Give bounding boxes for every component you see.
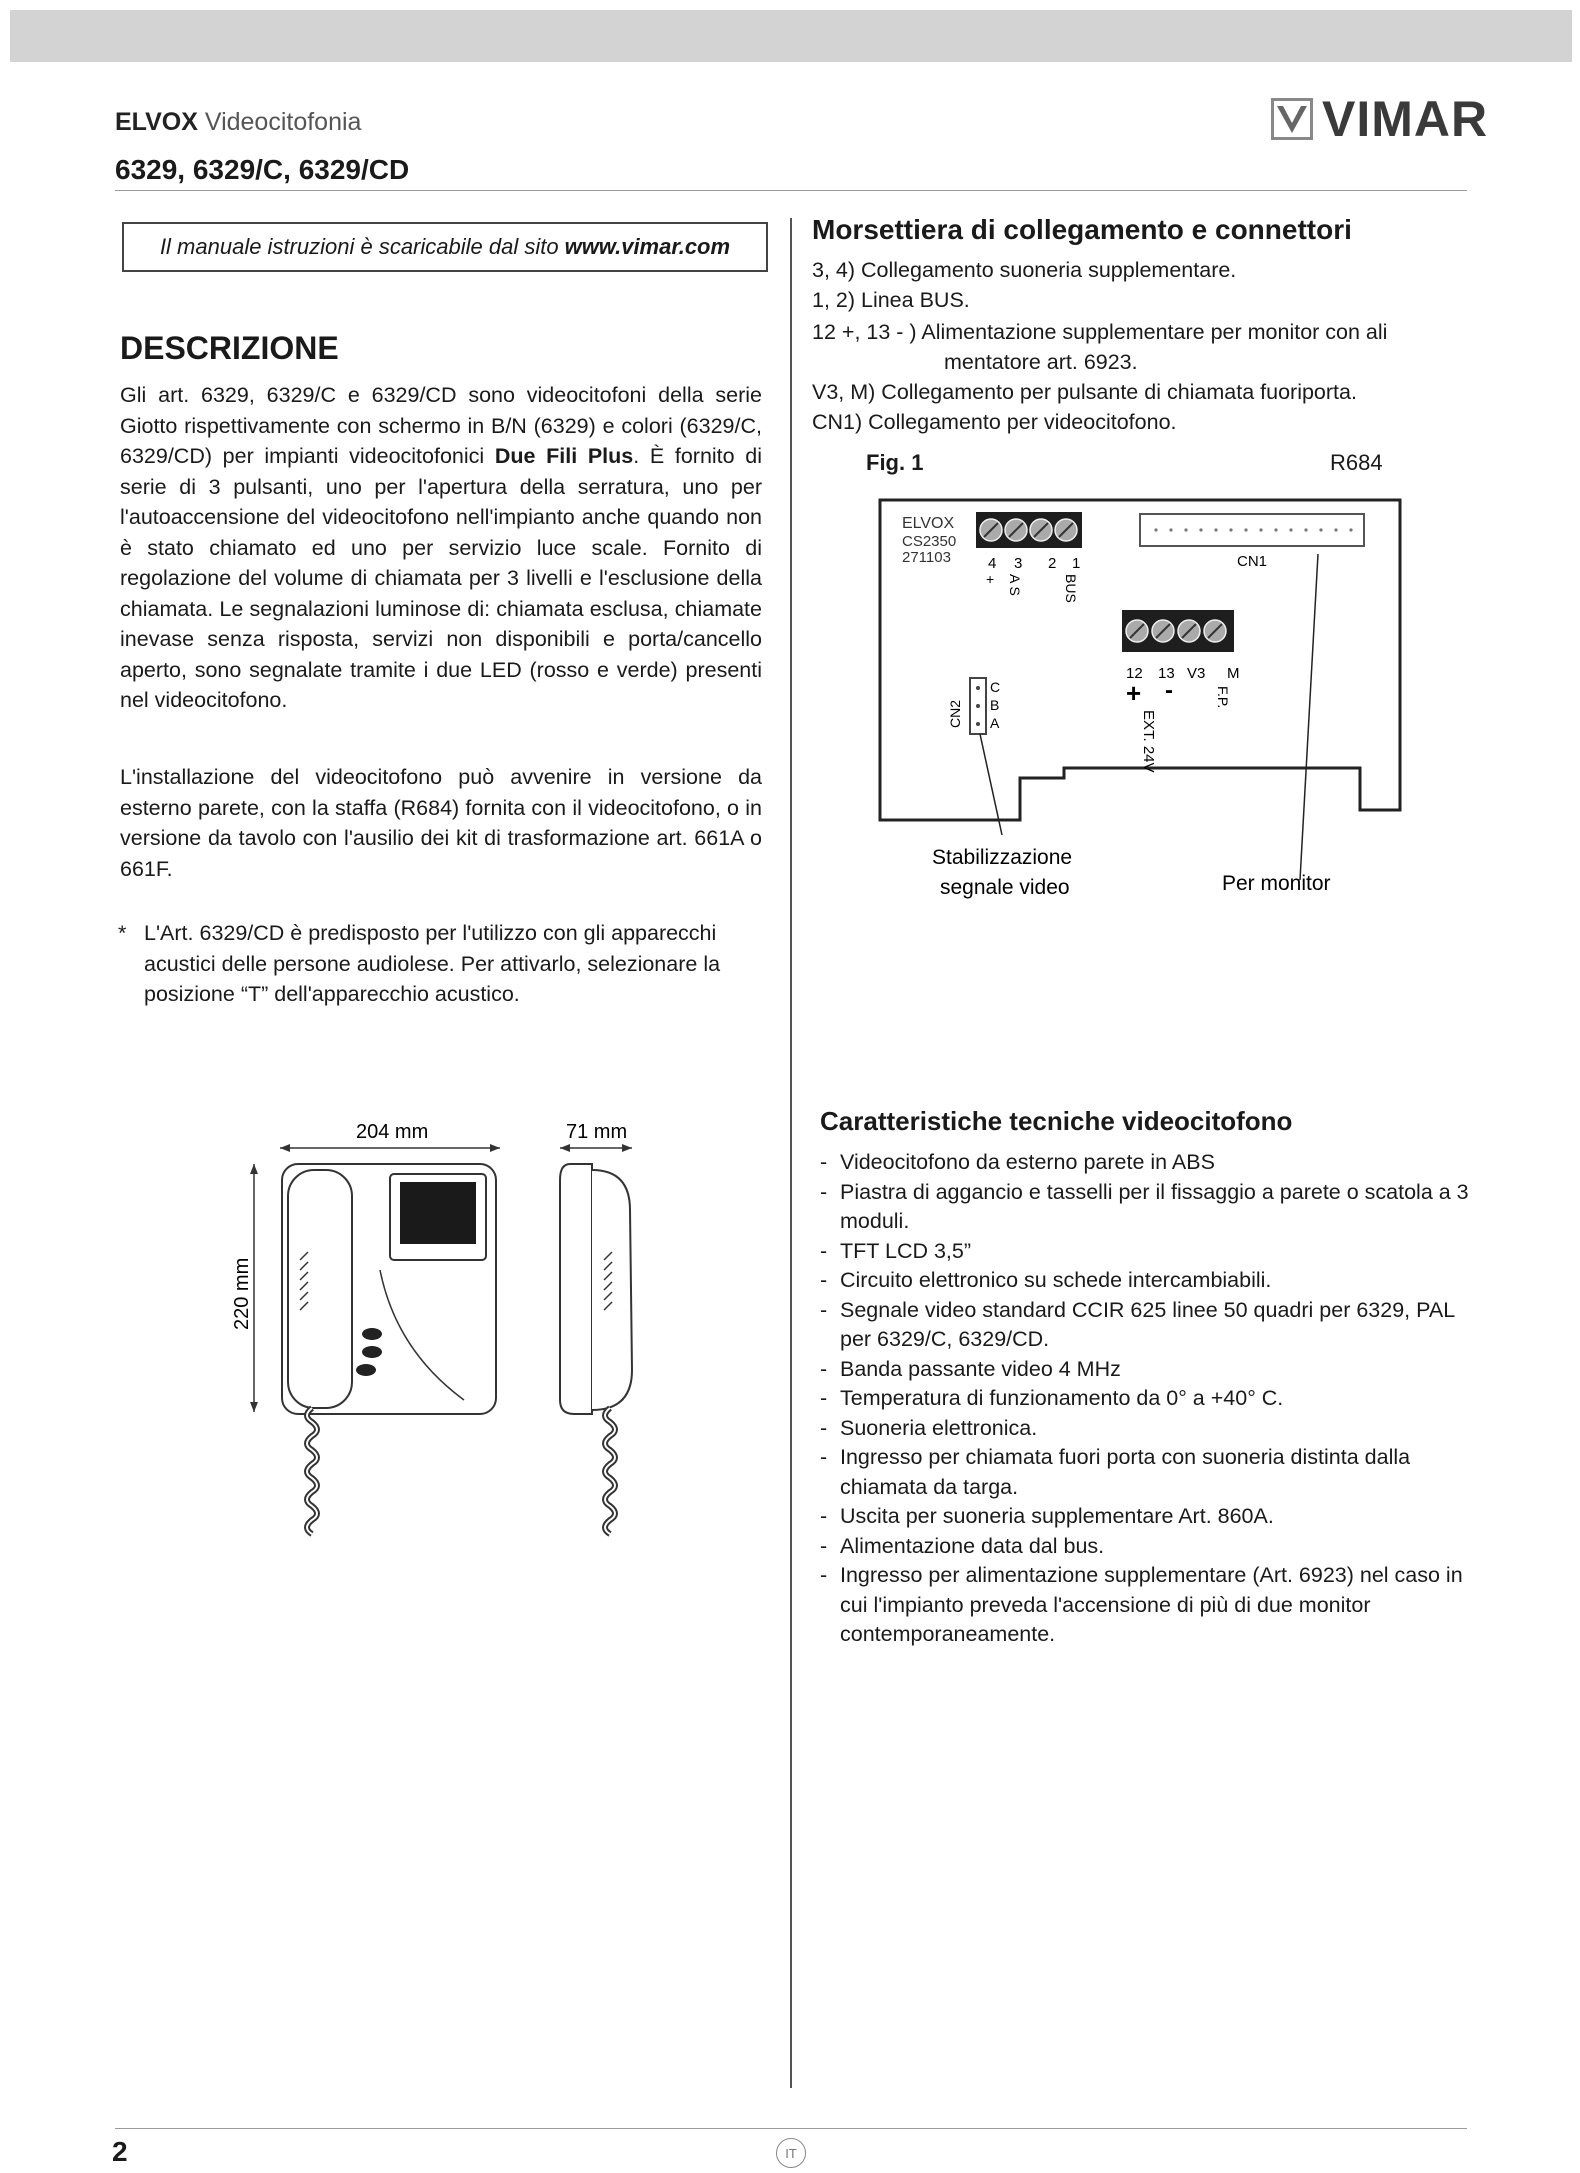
cn2-pin: A <box>990 715 1000 731</box>
manual-notice-text: Il manuale istruzioni è scaricabile dal sito <box>159 234 559 259</box>
descrizione-paragraph-1 <box>120 380 762 716</box>
terminal-item-continued <box>812 348 1478 376</box>
brand-elvox: ELVOX <box>115 108 198 136</box>
morsettiera-title: Morsettiera di collegamento e connettori <box>812 214 1352 245</box>
manual-notice-url: www.vimar.com <box>564 234 731 259</box>
header-divider <box>115 190 1467 191</box>
bus-label: BUS <box>1063 574 1079 603</box>
terminal-number: V3 <box>1187 665 1206 682</box>
height-label: 220 mm <box>231 1257 253 1330</box>
note-asterisk: * <box>118 921 127 945</box>
monitor-screen <box>400 1182 476 1244</box>
top-gray-bar <box>10 10 1572 62</box>
stabilization-label: Stabilizzazione <box>932 846 1073 869</box>
descrizione-paragraph-2: L'installazione del videocitofono può avvenire in versione da esterno parete, con la staffa (R684) fornita con il videocitofono, o in versione da tavolo con l'ausilio dei kit di trasformazione art. 661A o 661F. <box>120 765 762 881</box>
cn1-label: CN1 <box>1237 553 1268 570</box>
figure-label: Fig. 1 <box>866 450 924 475</box>
tech-spec-item: - Banda passante video 4 MHz <box>820 1355 1480 1385</box>
tech-spec-item: - Alimentazione data dal bus. <box>820 1532 1480 1562</box>
figure-code: R684 <box>1330 450 1383 475</box>
manual-notice <box>122 222 768 272</box>
terminal-item: 3, 4) Collegamento suoneria supplementare. <box>812 258 1237 282</box>
terminal-item: V3, M) Collegamento per pulsante di chiamata fuoriporta. <box>812 380 1357 404</box>
tech-specs-list <box>820 1148 1480 1650</box>
tech-spec-item: - Ingresso per chiamata fuori porta con suoneria distinta dalla chiamata da targa. <box>820 1443 1480 1502</box>
terminal-item: 12 +, 13 - ) Alimentazione supplementare per monitor con ali <box>812 320 1388 344</box>
page-number: 2 <box>112 2136 128 2167</box>
plus-sign: + <box>1126 678 1142 708</box>
vimar-logo <box>1270 92 1488 146</box>
monitor-side-body <box>560 1164 592 1414</box>
cn2-label: CN2 <box>947 699 963 728</box>
as-label: A S <box>1007 574 1023 596</box>
tech-spec-item: - Segnale video standard CCIR 625 linee 50 quadri per 6329, PAL per 6329/C, 6329/CD. <box>820 1296 1480 1355</box>
dimension-drawing <box>220 1100 660 1550</box>
board-serial: 271103 <box>902 549 951 566</box>
leader-line <box>1300 554 1318 880</box>
brand-header <box>115 108 361 137</box>
board-brand: ELVOX <box>902 515 955 532</box>
cn2-pin: C <box>990 679 1001 695</box>
tech-spec-item: - Piastra di aggancio e tasselli per il fissaggio a parete o scatola a 3 moduli. <box>820 1178 1480 1237</box>
minus-sign: - <box>1165 677 1173 704</box>
ext-24v-label: EXT. 24V <box>1140 710 1157 773</box>
brand-subtitle: Videocitofonia <box>204 108 362 136</box>
terminal-number: 2 <box>1048 555 1057 572</box>
board-model: CS2350 <box>902 533 957 550</box>
width-label: 204 mm <box>356 1121 429 1143</box>
vimar-logo-text: VIMAR <box>1322 91 1489 147</box>
board-outline <box>880 500 1400 820</box>
terminal-number: M <box>1227 665 1240 682</box>
cn2-pin: B <box>990 697 1000 713</box>
language-badge: IT <box>776 2138 806 2168</box>
tech-spec-item: - Circuito elettronico su schede intercambiabili. <box>820 1266 1480 1296</box>
tech-spec-item: - Videocitofono da esterno parete in ABS <box>820 1148 1480 1178</box>
model-codes: 6329, 6329/C, 6329/CD <box>115 154 410 185</box>
terminal-item: CN1) Collegamento per videocitofono. <box>812 410 1177 434</box>
depth-label: 71 mm <box>566 1121 628 1143</box>
monitor-handset <box>288 1170 352 1408</box>
tech-spec-item: - Suoneria elettronica. <box>820 1414 1480 1444</box>
hearing-aid-note <box>118 918 768 1010</box>
tech-spec-item: - Ingresso per alimentazione supplementare (Art. 6923) nel caso in cui l'impianto preveda l'accensione di più di due monitor contemporaneamente. <box>820 1561 1480 1650</box>
stabilization-label: segnale video <box>940 876 1070 899</box>
cn1-connector <box>1140 514 1364 546</box>
terminal-number: 1 <box>1072 555 1081 572</box>
terminal-item: 1, 2) Linea BUS. <box>812 288 970 312</box>
hearing-aid-note-text: L'Art. 6329/CD è predisposto per l'utilizzo con gli apparecchi acustici delle persone audiolese. Per attivarlo, selezionare la posizione “T” dell'apparecchio acustico. <box>144 921 721 1006</box>
terminal-item-cont-text: mentatore art. 6923. <box>944 350 1138 374</box>
descrizione-p1-part-b: . È fornito di serie di 3 pulsanti, uno per l'apertura della serratura, uno per l'autoaccensione del videocitofono nell'impianto anche quando non è stato chiamato ed uno per servizio luce scale. Fornito di regolazione del volume di chiamata per 3 livelli e l'esclusione della chiamata. Le segnalazioni luminose di: chiamata esclusa, chiamate inevase senza risposta, servizi non disponibili e porta/cancello aperto, sono segnalate tramite i due LED (rosso e verde) presenti nel videocitofono. <box>120 444 762 712</box>
tech-spec-item: - TFT LCD 3,5” <box>820 1237 1480 1267</box>
descrizione-title: DESCRIZIONE <box>120 330 339 366</box>
monitor-label: Per monitor <box>1222 872 1331 895</box>
column-divider <box>790 218 792 2088</box>
terminal-number: 3 <box>1014 555 1023 572</box>
tech-spec-item: - Uscita per suoneria supplementare Art. 860A. <box>820 1502 1480 1532</box>
vimar-logo-icon <box>1270 97 1314 141</box>
terminal-sign: + <box>986 571 995 587</box>
due-fili-plus: Due Fili Plus <box>494 444 634 468</box>
terminal-number: 12 <box>1126 665 1143 682</box>
tech-specs-title: Caratteristiche tecniche videocitofono <box>820 1106 1293 1136</box>
fp-label: F.P. <box>1215 686 1231 709</box>
board-diagram <box>860 490 1420 910</box>
monitor-side-handset <box>592 1170 632 1410</box>
terminal-number: 13 <box>1158 665 1175 682</box>
descrizione-p1-part-a: Gli art. 6329, 6329/C e 6329/CD sono videocitofoni della serie Giotto rispettivamente con schermo in B/N (6329) e colori (6329/C, 6329/CD) per impianti videocitofonici <box>120 383 762 468</box>
terminal-number: 4 <box>988 555 997 572</box>
footer-divider <box>115 2128 1467 2129</box>
tech-spec-item: - Temperatura di funzionamento da 0° a +40° C. <box>820 1384 1480 1414</box>
